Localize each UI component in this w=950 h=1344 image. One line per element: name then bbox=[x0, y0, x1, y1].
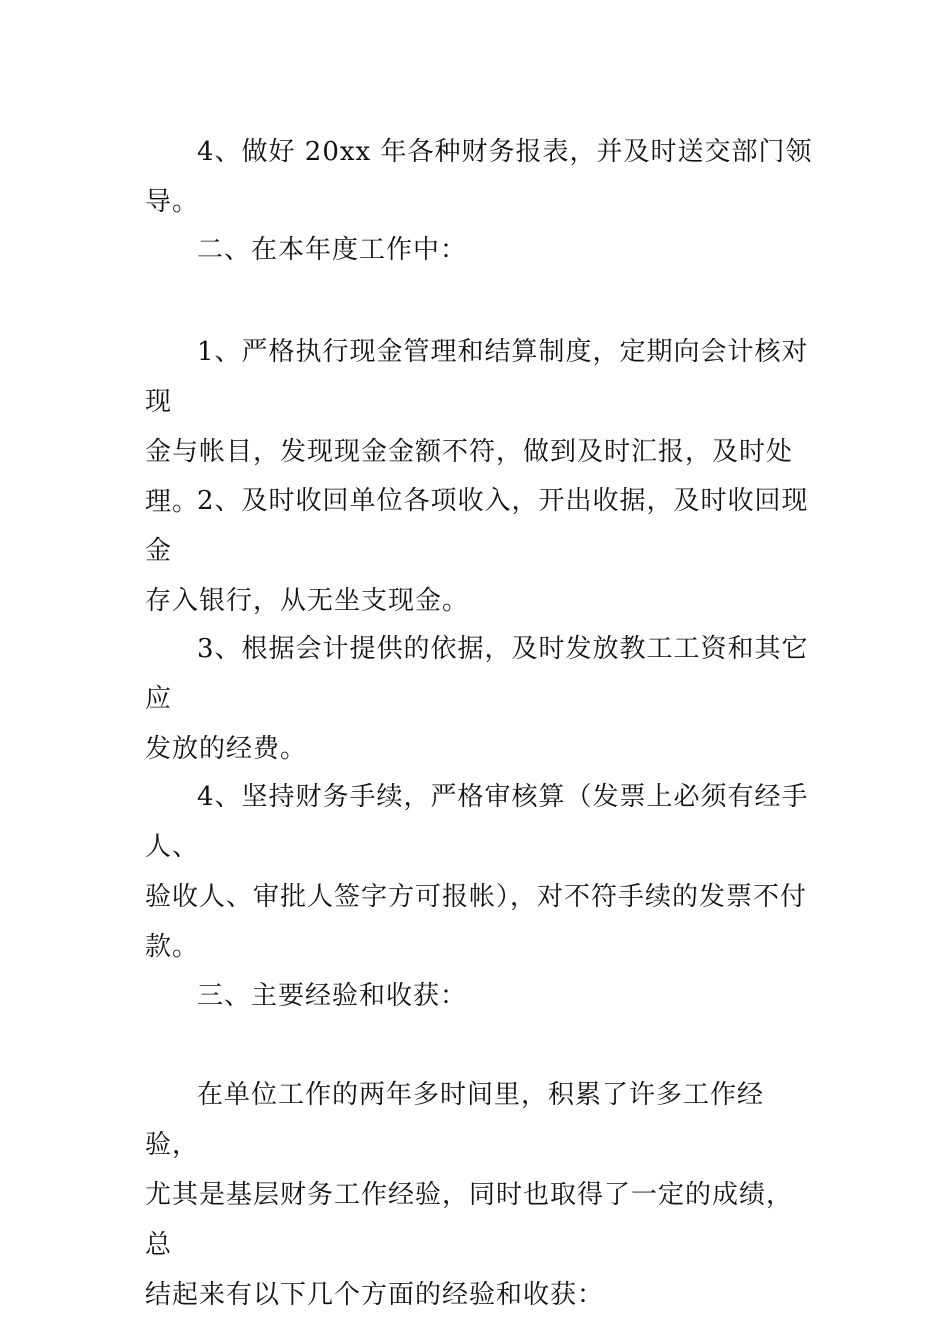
text-line: 1、严格执行现金管理和结算制度，定期向会计核对现 bbox=[145, 337, 809, 417]
text-line: 二、在本年度工作中： bbox=[197, 235, 468, 265]
text-line: 3、根据会计提供的依据，及时发放教工工资和其它应 bbox=[145, 634, 809, 714]
text-line: 4、做好 20xx 年各种财务报表，并及时送交部门领导。 bbox=[145, 137, 813, 217]
text-line: 验收人、审批人签字方可报帐），对不符手续的发票不付 bbox=[145, 882, 808, 912]
paragraph-item-3-salary-payment bbox=[145, 624, 815, 774]
text-line: 款。 bbox=[145, 932, 200, 962]
text-line: 三、主要经验和收获： bbox=[197, 981, 468, 1011]
text-line: 结起来有以下几个方面的经验和收获： bbox=[145, 1280, 605, 1310]
paragraph-item-2-income-collection bbox=[145, 476, 815, 626]
text-line: 尤其是基层财务工作经验，同时也取得了一定的成绩，总 bbox=[145, 1180, 794, 1260]
text-line: 存入银行，从无坐支现金。 bbox=[145, 586, 470, 616]
text-line: 2、及时收回单位各项收入，开出收据，及时收回现金 bbox=[145, 486, 809, 566]
text-line: 4、坚持财务手续，严格审核算（发票上必须有经手人、 bbox=[145, 782, 809, 862]
paragraph-item-4-reports bbox=[145, 127, 815, 227]
text-line: 金与帐目，发现现金金额不符，做到及时汇报，及时处理。 bbox=[145, 437, 794, 517]
section-heading-2 bbox=[145, 225, 815, 275]
paragraph-item-4-procedures bbox=[145, 772, 815, 972]
paragraph-experience-summary bbox=[145, 1070, 815, 1320]
section-heading-3 bbox=[145, 971, 815, 1021]
text-line: 在单位工作的两年多时间里，积累了许多工作经验， bbox=[145, 1080, 765, 1160]
text-line: 发放的经费。 bbox=[145, 734, 308, 764]
